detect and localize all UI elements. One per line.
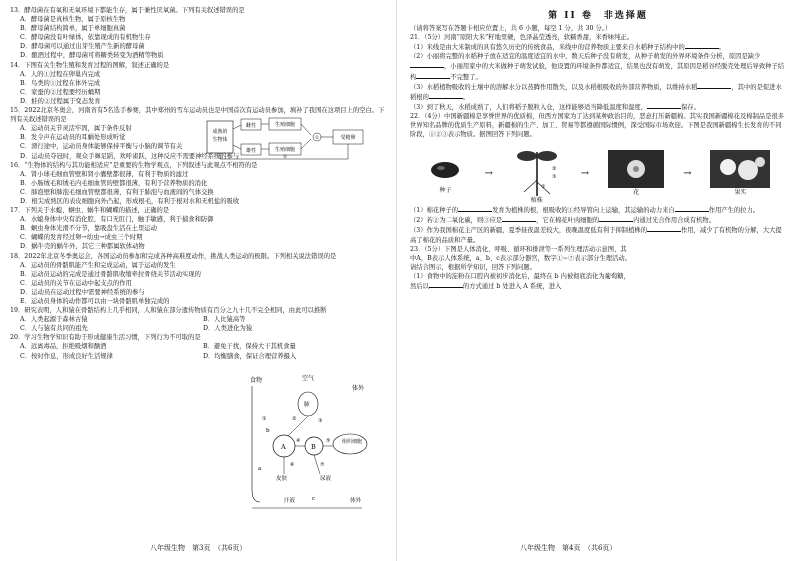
label-tissue-cells: 组织细胞 (342, 439, 363, 445)
q16-option-c: C．肺泡壁和肺泡毛细血管壁都很薄，有利于肺泡与血液间的气体交换 (20, 188, 214, 196)
q20-options-row-1 (10, 342, 386, 351)
diagram-zygote: 受精卵 (340, 135, 356, 141)
diagram-step-1: ① (314, 136, 320, 141)
question-13: 13．酵母菌在有氧和无氧环境下都能生存，属于兼性厌氧菌。下列有关叙述错误的是 (10, 7, 245, 14)
q22-part-1-text-b: 发育为植株的根，根吸收的①经导管向上运输，其运输的动力来自 (492, 207, 675, 215)
step-2: ② (292, 416, 297, 422)
answer-blank[interactable] (599, 215, 633, 222)
organ-a: a (258, 466, 262, 472)
q22-part-3-text: （3）作为我国棉花主产区的新疆，夏季昼夜温差较大，夜晚温度低有利于抑制植株的 (410, 227, 647, 235)
q22-part-1-text-c: 作用产生的拉力。 (708, 207, 760, 215)
answer-blank[interactable] (429, 281, 463, 288)
q23-part-1-text: （1）食物中的淀粉在口腔内被初步消化后，最终在 b 内被彻底消化为葡萄糖，然后以 (410, 272, 630, 290)
q14-option-a: A．人的①过程在卵巢内完成 (20, 70, 101, 78)
q17-option-d: D．蜗牛壳的蜗牛外，其它三种都属软体动物 (20, 243, 145, 251)
label-system-a: A (281, 443, 286, 451)
label-air: 空气 (302, 375, 315, 382)
answer-blank[interactable] (697, 82, 731, 89)
question-20: 20．学习生物学知识有助于形成健康生活习惯，下列行为不可取的是 (10, 334, 201, 342)
arrow-icon: → (683, 167, 692, 179)
section-note: （请将答案写在答题卡相应位置上，共 6 小题，每空 1 分，共 30 分。） (410, 25, 612, 33)
answer-blank[interactable] (429, 92, 463, 99)
diagram-line (233, 125, 241, 129)
q19-option-c: C．人与猿有共同的祖先 (20, 325, 88, 333)
q21-part-2-text: （2）小丽将完整的水稻种子放在适宜的温度适宜的水中，数天后种子没有萌发，从种子萌发的外界环境条件分析，原因是缺少 (410, 53, 761, 61)
q17-option-c: C．蝴蝶的发育经过卵→幼虫→成虫三个时期 (20, 234, 143, 242)
q16-option-a: A．肾小球毛细血管壁和肾小囊壁都很薄，有利于物质的滤过 (20, 170, 189, 178)
q15-option-a: A．运动员关节灵活牢固，属于条件反射 (20, 125, 132, 133)
question-18: 18．2022年北京冬季奥运会，各国运动员参加和完成各种高难度动作，挑战人类运动的极限。下列相关说法错误的是 (10, 252, 337, 260)
diagram-line (301, 139, 311, 149)
q20-option-c: C．按时作息，形成良好生活规律 (20, 352, 113, 360)
q20-options-row-2 (10, 352, 386, 361)
answer-blank[interactable] (675, 205, 709, 212)
question-15: 15．2022北京冬奥会，河南省有5名选手参赛，其中郑州的雪车运动员也是中国首次有运动员参加，填补了我国在这项目上的空白。下列有关叙述错误的是 (10, 107, 385, 124)
q22-part-2 (410, 215, 786, 225)
q22-part-2-text: （2）若②为二氧化碳，则③应是 (410, 217, 503, 225)
arrow-icon: → (580, 167, 590, 179)
seed-icon (425, 152, 465, 186)
answer-blank[interactable] (647, 225, 681, 232)
step-1: ① (262, 416, 267, 422)
diagram-label-organism-2: 生物体 (212, 137, 228, 143)
q15-option-c: C．滑行途中，运动员身体能够保持平衡与小脑的调节有关 (20, 143, 183, 151)
step-6: ⑥ (290, 462, 295, 468)
q18-option-a: A．运动员的骨骼肌能产生和完成运动，属于运动的发生 (20, 261, 176, 269)
question-21: 21．（5分）河南“原阳大米”籽地里硬，色泽晶莹透亮，软糯香甜，米香味纯正。 (410, 34, 634, 42)
diagram-male: 雄性 (245, 148, 257, 154)
figure-plant (512, 142, 562, 205)
q21-part-1: （1）米线是由大米制成的具有悠久历史的传统食品，米线中的营养物质主要来自水稻种子结构中的 。 (410, 44, 726, 52)
figure-label-flower: 花 (633, 188, 640, 196)
answer-blank[interactable] (647, 102, 681, 109)
answer-blank[interactable] (416, 72, 450, 79)
q22-part-3 (410, 225, 786, 244)
left-page-footer: 八年级生物 第3页 （共6页） (150, 544, 247, 552)
q22-part-1-text: （1）棉花种子的 (410, 207, 459, 215)
q23-part-1-text-b: 的方式通过 b 处进入 A 系统，进入 (462, 282, 562, 290)
q20-option-d: D．均衡膳食，保证合理营养摄入 (203, 352, 297, 360)
q15-option-b: B．发令声在运动员的耳蜗处形成听觉 (20, 134, 126, 142)
answer-blank[interactable] (458, 205, 492, 212)
q17-option-a: A．水螅身体中央有消化腔，有口无肛门，触手敏感，利于捕食和防御 (20, 216, 214, 224)
diagram-step-2: ② (282, 155, 288, 160)
page-divider (396, 0, 397, 561)
question-14: 14．下图有关生物生殖和发育过程的图解，叙述正确的是 (10, 61, 170, 69)
diagram-gamete-1: 生殖细胞 (274, 122, 296, 128)
q23-human-systems-diagram (232, 370, 372, 520)
label-skin: 皮肤 (276, 476, 288, 482)
right-page (410, 6, 786, 291)
answer-blank[interactable] (410, 61, 444, 68)
label-food: 食物 (250, 377, 263, 384)
diagram-female: 雌性 (245, 123, 257, 129)
step-7: ⑦ (320, 462, 325, 468)
label-urine: 尿液 (320, 476, 332, 482)
figure-label-fruit: 果实 (734, 188, 747, 196)
q21-part-2-text-b: ，小丽用家中的大米做种子萌发试验，他设置的环境条件都适宜，结果也没有萌发，其原因是稻谷经脱壳处理后导致种子结构 (410, 63, 785, 81)
q13-option-b: B．酵母菌结构简单，属于单细胞真菌 (20, 25, 126, 33)
q22-part-3-text-b: 作用，减少了有机物的分解，大大提高了棉花的品质和产量。 (410, 227, 782, 244)
q18-option-e: E．运动员身体的动作都可以由一块骨骼肌单独完成的 (20, 298, 170, 305)
right-page-footer: 八年级生物 第4页 （共6页） (520, 544, 617, 552)
q19-option-b: B．人比猿高等 (203, 316, 246, 324)
q19-option-d: D．人类进化为猿 (203, 325, 253, 333)
step-5: ⑤ (326, 438, 331, 444)
diagram-line (233, 145, 241, 149)
q21-part-1-text: （1）米线是由大米制成的具有悠久历史的传统食品，米线中的营养物质主要来自水稻种子结构中的 (410, 44, 685, 52)
substance-label-2: ② (551, 165, 557, 172)
q18-option-d: D．运动员在运动过程中需要神经系统的参与 (20, 288, 145, 296)
answer-blank[interactable] (685, 42, 719, 49)
q14-option-b: B．鸟类的①过程在体外完成 (20, 79, 101, 87)
cotton-fruit-photo (710, 150, 770, 188)
q21-part-2-text-c: 不完整了。 (450, 73, 482, 81)
label-outside: 体外 (352, 385, 365, 392)
q19-options-row-1 (10, 315, 386, 324)
q16-option-b: B．小肠绒毛和绒毛内毛细血管的壁都很薄，有利于营养物质的消化 (20, 179, 208, 187)
flower-photo (608, 150, 664, 188)
section-title: 第 II 卷 非选择题 (548, 11, 648, 21)
q20-option-a: A．远离毒品，拒绝吸烟和酗酒 (20, 343, 107, 351)
q13-option-e: D．酿酒过程中，酵母菌可将糖类转变为酒精等物质 (20, 52, 164, 60)
q16-option-d: D．根尖成熟区的表皮细胞向外凸起，形成根毛，有利于根对水和无机盐的吸收 (20, 197, 240, 205)
label-sweat: 汗液 (284, 498, 296, 504)
figure-label-seed: 种子 (439, 186, 452, 194)
q22-part-1 (410, 205, 786, 215)
diagram-line (301, 124, 311, 135)
q23-part-1 (410, 272, 632, 291)
q22-part-2-text-c: 内通过光合作用合成有机物。 (633, 217, 715, 225)
diagram-gamete-2: 生殖细胞 (274, 147, 296, 153)
question-17: 17．下列关于水螅、蛔虫、蜗牛和蝴蝶的描述，正确的是 (10, 207, 170, 215)
connector (288, 416, 308, 436)
figure-fruit (710, 150, 770, 197)
figure-label-plant: 植株 (530, 196, 543, 204)
q13-option-a: A．酵母菌是真核生物，属于原核生物 (20, 16, 126, 24)
q13-option-d: D．酵母菌可以通过出芽生殖产生新的酵母菌 (20, 43, 145, 51)
q15-option-d: D．运动员夺冠时，观众手舞足蹈，欢呼雀跃，这种反应不需要神经系统的参与 (20, 152, 240, 160)
arrow-icon: → (484, 167, 493, 179)
label-lung: 肺 (304, 402, 310, 408)
q21-part-2 (410, 52, 786, 81)
question-19: 19．研究表明，人和猿在骨骼结构上几乎相同，人和猿在部分遗传物质有百分之九十几不完全相同，由此可以推断 (10, 307, 327, 315)
q21-part-3: （3）水稻植物吸收的土壤中的溶解水分以蒸腾作用散失，以及水稻根吸收的外部营养物质，以维持水稻 ，其中的是促进水稻根的 。 (410, 83, 782, 101)
question-16: 16．“生物体的结构与其功能相适应”是重要的生物学观点，下列叙述与此观点不相符的是 (10, 161, 258, 169)
figure-flower (608, 150, 664, 197)
answer-blank[interactable] (502, 215, 536, 222)
q14-option-d: D．蛙的②过程属于变态发育 (20, 97, 101, 105)
label-system-b: B (311, 443, 316, 451)
q14-reproduction-diagram (205, 115, 375, 161)
q21-part-4-text: （3）到了秋天，水稻成熟了，人们将稻子脱粒入仓，这样能够适当降低温度和湿度， (410, 103, 647, 111)
diagram-label-organism: 成熟的 (212, 129, 228, 135)
substance-label-1: ① (540, 183, 546, 190)
q18-option-c: C．运动员的关节在运动中起支点的作用 (20, 279, 132, 287)
q22-cotton-growth-figure (410, 139, 786, 205)
q18-option-b: B．运动员运动的完成是通过骨骼肌收缩牵拉骨绕关节活动实现的 (20, 270, 201, 278)
question-22: 22．（4分）中国新疆棉是享誉世界的优质棉，但西方国家为了达到某种政治目的，恶意打压新疆棉。其实我国新疆棉花及棉制品是很多世界知名品牌的优质生产原料，新疆棉的生产、加工、贸易等都遵循国际惯例，深受国际市场欢迎。下图是我国新疆棉生长发育的不同阶段，①②③表示物质。据图回答下列问题。 (410, 112, 785, 139)
q21-part-3-text-b: ，其中的是促进水稻根的 (410, 83, 782, 101)
q21-part-4-text-b: 保存。 (681, 103, 700, 111)
q21-part-3-text: （3）水稻植物吸收的土壤中的溶解水分以蒸腾作用散失，以及水稻根吸收的外部营养物质，以维持水稻 (410, 83, 698, 91)
q19-options-row-2 (10, 324, 386, 333)
question-23: 23．（5分）下图是人体消化、呼吸、循环和排泄等一系列生理活动示意图，其中A，B表示人体系统，a、b、c表示部分器官，数字①~⑦表示部分生理活动。请结合图示，根据所学知识，回答下列问题。 (410, 245, 631, 271)
organ-c: c (312, 496, 316, 502)
step-4: ④ (296, 438, 301, 444)
step-3: ③ (318, 418, 323, 424)
organ-b: b (266, 428, 270, 434)
q22-part-2-text-b: ，它在棉花叶肉细胞的 (536, 217, 600, 225)
q20-option-b: B．避免干扰，保持大干其机食量 (203, 343, 296, 351)
left-page (10, 6, 386, 361)
plant-icon (512, 142, 562, 196)
q21-part-4 (410, 102, 786, 112)
q17-option-b: B．蛔虫身体光滑不分节，靠吸盘生活在土里运动 (20, 225, 157, 233)
digestive-tract (252, 386, 260, 502)
q14-option-c: C．家蚕的②过程要经历蛹期 (20, 88, 101, 96)
figure-seed (425, 152, 465, 195)
substance-label-3: ③ (551, 173, 557, 180)
q13-option-c: C．酵母菌没有叶绿体，依靠现成的有机物生存 (20, 34, 151, 42)
label-outside-2: 体外 (350, 498, 362, 504)
q19-option-a: A．人类起源于森林古猿 (20, 316, 88, 324)
